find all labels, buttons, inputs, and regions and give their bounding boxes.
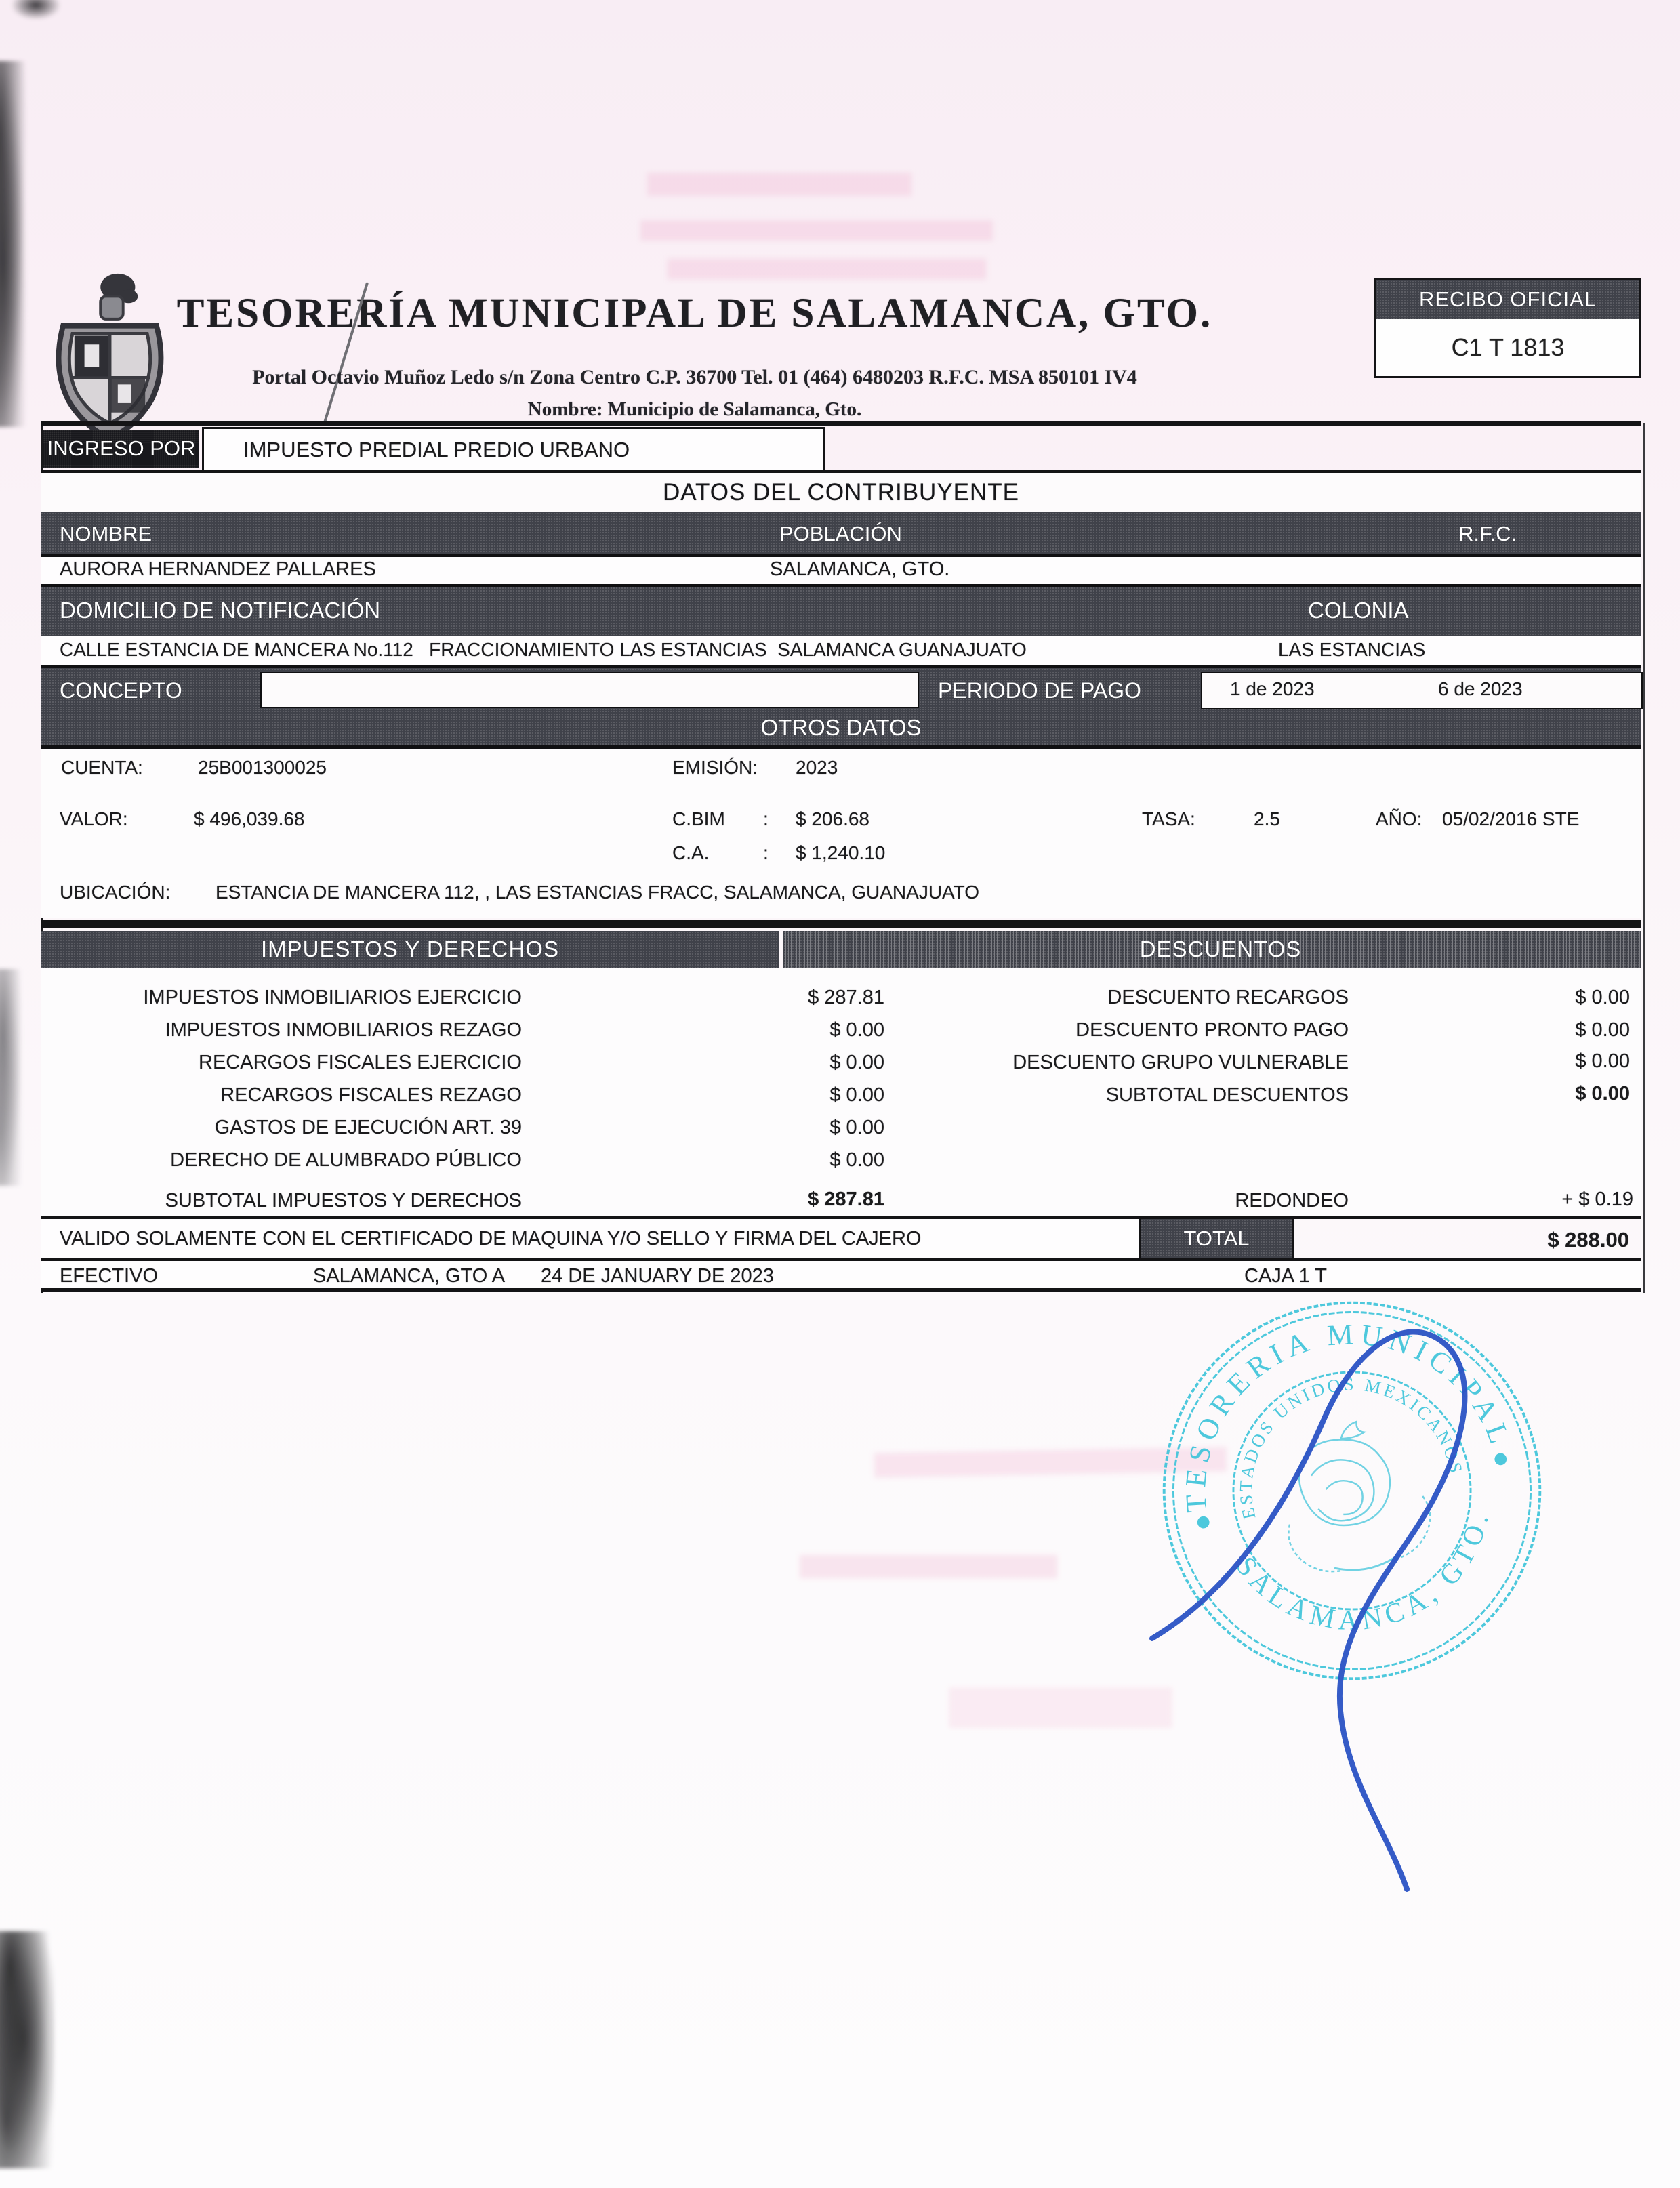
- colonia-label: COLONIA: [1308, 598, 1409, 623]
- ingreso-por-value: IMPUESTO PREDIAL PREDIO URBANO: [202, 427, 825, 473]
- print-through-ghost: [668, 259, 986, 279]
- print-through-ghost: [640, 220, 993, 241]
- print-through-ghost: [800, 1555, 1057, 1578]
- row-values-nombre: [41, 557, 1641, 584]
- row-header-domicilio: [41, 584, 1641, 638]
- discounts-section-header: [783, 931, 1641, 968]
- charge-label: RECARGOS FISCALES REZAGO: [220, 1084, 522, 1106]
- stamp-arc-top-text: TESORERIA MUNICIPAL: [1179, 1317, 1518, 1514]
- row-header-nombre: [41, 512, 1641, 557]
- emision-value: 2023: [796, 757, 838, 778]
- emision-label: EMISIÓN:: [672, 757, 758, 778]
- concepto-value-box: [260, 672, 919, 708]
- valor-label: VALOR:: [60, 808, 128, 829]
- valido-text: VALIDO SOLAMENTE CON EL CERTIFICADO DE MAQUINA Y/O SELLO Y FIRMA DEL CAJERO: [60, 1227, 922, 1250]
- ca-value: $ 1,240.10: [796, 842, 886, 863]
- charge-value: $ 0.00: [829, 1019, 884, 1041]
- charge-label: DERECHO DE ALUMBRADO PÚBLICO: [170, 1149, 522, 1171]
- domicilio-value: CALLE ESTANCIA DE MANCERA No.112 FRACCIONAMIENTO LAS ESTANCIAS SALAMANCA GUANAJUATO: [60, 639, 1027, 660]
- efectivo-text: EFECTIVO: [60, 1265, 159, 1287]
- valor-value: $ 496,039.68: [194, 808, 305, 829]
- total-value: $ 288.00: [1547, 1228, 1629, 1252]
- stamp-inner-arc-text: ESTADOS UNIDOS MEXICANOS: [1235, 1374, 1467, 1521]
- row-concepto: [41, 665, 1641, 713]
- print-through-ghost: [647, 173, 911, 196]
- recibo-oficial-header: RECIBO OFICIAL: [1376, 280, 1639, 319]
- anio-label: AÑO:: [1376, 808, 1422, 829]
- periodo-desde: 1 de 2023: [1230, 678, 1315, 699]
- discounts-subtotal-label: SUBTOTAL DESCUENTOS: [1105, 1084, 1349, 1106]
- discount-value: $ 0.00: [1575, 1019, 1630, 1041]
- periodo-hasta: 6 de 2023: [1438, 678, 1523, 699]
- nombre-label: NOMBRE: [60, 522, 152, 545]
- ubicacion-label: UBICACIÓN:: [60, 882, 171, 903]
- valido-box: [41, 1219, 1141, 1258]
- caja-text: CAJA 1 T: [1244, 1265, 1327, 1287]
- otros-datos-content: [41, 749, 1641, 918]
- fecha-text: 24 DE JANUARY DE 2023: [541, 1265, 774, 1287]
- section-title-otros-datos: OTROS DATOS: [41, 710, 1641, 749]
- ingreso-por-label: INGRESO POR: [43, 430, 199, 468]
- section-title-contribuyente: DATOS DEL CONTRIBUYENTE: [41, 473, 1641, 512]
- page-title: TESORERÍA MUNICIPAL DE SALAMANCA, GTO.: [176, 291, 1213, 336]
- scanner-mark-top-corner: [12, 0, 60, 19]
- concepto-label: CONCEPTO: [60, 678, 182, 703]
- discount-label: DESCUENTO PRONTO PAGO: [1075, 1019, 1349, 1041]
- charge-label: IMPUESTOS INMOBILIARIOS REZAGO: [165, 1019, 522, 1041]
- cbim-label: C.BIM: [672, 808, 725, 829]
- charges-subtotal-value: $ 287.81: [808, 1189, 884, 1210]
- discounts-title: DESCUENTOS: [1139, 936, 1302, 962]
- header-address: Portal Octavio Muñoz Ledo s/n Zona Centro C.P. 36700 Tel. 01 (464) 6480203 R.F.C. MSA 850101 IV4: [252, 366, 1137, 388]
- recibo-oficial-number: C1 T 1813: [1451, 333, 1565, 361]
- poblacion-value: SALAMANCA, GTO.: [770, 558, 950, 580]
- charge-value: $ 287.81: [808, 987, 884, 1008]
- ca-colon: :: [763, 842, 769, 863]
- total-label-box: TOTAL: [1141, 1219, 1294, 1258]
- discount-label: DESCUENTO RECARGOS: [1107, 987, 1349, 1008]
- domicilio-label: DOMICILIO DE NOTIFICACIÓN: [60, 598, 381, 623]
- redondeo-label: REDONDEO: [1235, 1190, 1349, 1212]
- charge-value: $ 0.00: [829, 1117, 884, 1138]
- anio-value: 05/02/2016 STE: [1442, 808, 1580, 829]
- tasa-label: TASA:: [1142, 808, 1195, 829]
- discount-label: DESCUENTO GRUPO VULNERABLE: [1012, 1052, 1349, 1073]
- charges-section-header: [41, 931, 779, 968]
- charge-value: $ 0.00: [829, 1149, 884, 1171]
- rfc-label: R.F.C.: [1458, 522, 1517, 545]
- city-crest-logo: [42, 270, 178, 443]
- colonia-value: LAS ESTANCIAS: [1278, 639, 1426, 660]
- divider: [41, 421, 1641, 426]
- poblacion-label: POBLACIÓN: [779, 522, 902, 545]
- tasa-value: 2.5: [1254, 808, 1280, 829]
- redondeo-value: + $ 0.19: [1561, 1189, 1633, 1210]
- ca-label: C.A.: [672, 842, 710, 863]
- nombre-value: AURORA HERNANDEZ PALLARES: [60, 558, 376, 580]
- discount-value: $ 0.00: [1575, 1050, 1630, 1072]
- lugar-text: SALAMANCA, GTO A: [313, 1265, 506, 1287]
- divider: [41, 920, 1641, 928]
- scanner-smudge-left-top: [0, 61, 27, 427]
- discount-value: $ 0.00: [1575, 987, 1630, 1008]
- charge-label: GASTOS DE EJECUCIÓN ART. 39: [214, 1117, 522, 1138]
- charge-value: $ 0.00: [829, 1052, 884, 1073]
- scanner-smudge-left-bottom: [0, 1931, 54, 2168]
- signature: [1057, 1281, 1545, 1918]
- cbim-colon: :: [763, 808, 769, 829]
- discounts-subtotal-value: $ 0.00: [1575, 1083, 1630, 1105]
- cuenta-value: 25B001300025: [198, 757, 327, 778]
- scanner-smudge-left-mid: [0, 969, 22, 1186]
- charges-table: [41, 968, 1641, 1217]
- header-name-line: Nombre: Municipio de Salamanca, Gto.: [527, 398, 862, 420]
- cuenta-label: CUENTA:: [61, 757, 143, 778]
- periodo-label: PERIODO DE PAGO: [938, 678, 1141, 703]
- charges-title: IMPUESTOS Y DERECHOS: [261, 936, 559, 962]
- cbim-value: $ 206.68: [796, 808, 869, 829]
- stamp-arc-bottom-text: SALAMANCA, GTO.: [1230, 1506, 1496, 1636]
- row-values-domicilio: [41, 636, 1641, 665]
- recibo-oficial-box: [1374, 278, 1641, 378]
- charges-subtotal-label: SUBTOTAL IMPUESTOS Y DERECHOS: [165, 1190, 522, 1212]
- ubicacion-value: ESTANCIA DE MANCERA 112, , LAS ESTANCIAS FRACC, SALAMANCA, GUANAJUATO: [216, 882, 980, 903]
- charge-label: RECARGOS FISCALES EJERCICIO: [199, 1052, 522, 1073]
- charge-value: $ 0.00: [829, 1084, 884, 1106]
- charge-label: IMPUESTOS INMOBILIARIOS EJERCICIO: [143, 987, 522, 1008]
